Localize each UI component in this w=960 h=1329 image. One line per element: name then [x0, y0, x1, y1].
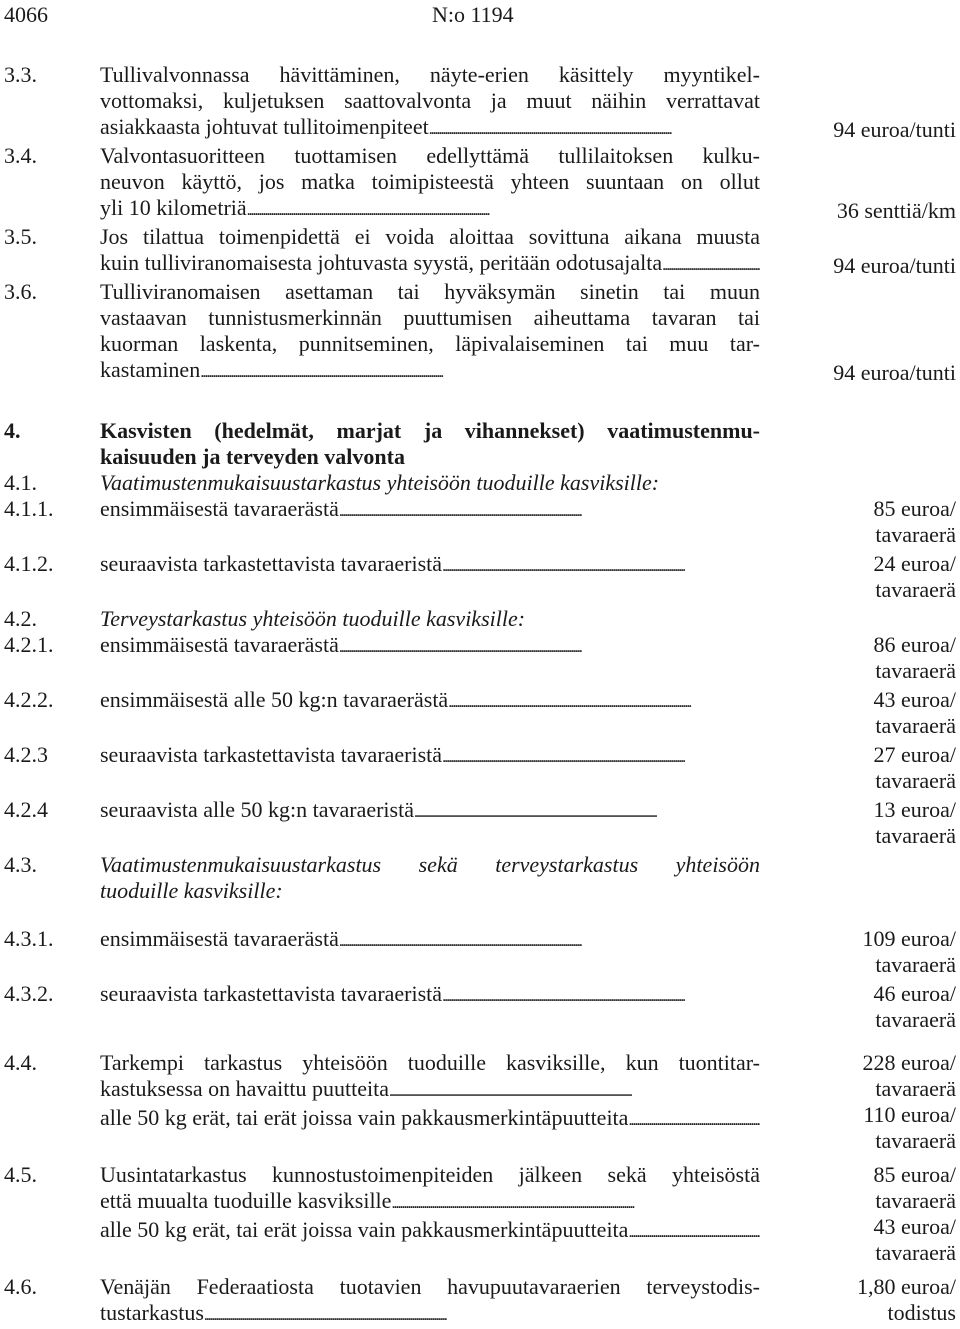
item-number: 4.6.: [4, 1274, 37, 1299]
fee-item-4-3-1: [4, 926, 956, 981]
leader-dots: [429, 114, 760, 143]
leader-dots: [414, 797, 760, 826]
item-text: asiakkaasta johtuvat tullitoimenpiteet: [100, 114, 429, 139]
item-price: 228 euroa/: [862, 1050, 956, 1075]
fee-item-3-6: [4, 279, 956, 386]
item-number: 4.1.2.: [4, 551, 54, 576]
item-number: 4.3.2.: [4, 981, 54, 1006]
document-number: N:o 1194: [432, 2, 514, 27]
item-text: ensimmäisestä tavaraerästä: [100, 496, 339, 521]
item-text: vastaavan tunnistusmerkinnän puuttumisen aiheuttama tavaran tai: [100, 305, 760, 330]
item-number: 4.2.1.: [4, 632, 54, 657]
fee-schedule: [4, 62, 956, 1329]
fee-item-4-1-2: [4, 551, 956, 606]
page-number: 4066: [4, 2, 48, 27]
item-price: 46 euroa/: [873, 981, 956, 1006]
section-number: 4.: [4, 418, 21, 443]
item-text: neuvon käyttö, jos matka toimipisteestä yhteen suuntaan on ollut: [100, 169, 760, 194]
item-number: 3.5.: [4, 224, 37, 249]
item-unit: tavaraerä: [875, 1188, 956, 1213]
item-number: 4.2.3: [4, 742, 48, 767]
leader-dots: [339, 926, 760, 955]
item-unit: tavaraerä: [875, 952, 956, 977]
leader-dots: [339, 632, 760, 661]
item-text: ensimmäisestä tavaraerästä: [100, 632, 339, 657]
item-price: 94 euroa/tunti: [833, 253, 956, 278]
item-unit: tavaraerä: [875, 577, 956, 602]
section-number: 4.2.: [4, 606, 37, 631]
section-title: Kasvisten (hedelmät, marjat ja vihannekset) vaatimustenmu-: [100, 418, 760, 443]
fee-item-4-1-1: [4, 496, 956, 551]
fee-item-4-3-2: [4, 981, 956, 1036]
item-price: 85 euroa/: [873, 1162, 956, 1187]
item-price: 24 euroa/: [873, 551, 956, 576]
item-price: 13 euroa/: [873, 797, 956, 822]
item-number: 4.3.1.: [4, 926, 54, 951]
subsection-heading-4-1: [4, 470, 956, 496]
leader-dots: [200, 357, 760, 386]
item-text: kastaminen: [100, 357, 201, 382]
item-text: että muualta tuoduille kasviksille: [100, 1188, 392, 1213]
leader-dots: [204, 1300, 760, 1329]
subsection-title: Vaatimustenmukaisuustarkastus sekä terveystarkastus yhteisöön: [100, 852, 760, 877]
fee-item-4-4: [4, 1050, 956, 1160]
item-text: yli 10 kilometriä: [100, 195, 247, 220]
item-number: 4.5.: [4, 1162, 37, 1187]
leader-dots: [448, 687, 760, 716]
subsection-title: Vaatimustenmukaisuustarkastus yhteisöön tuoduille kasviksille:: [100, 470, 660, 495]
section-heading-4: [4, 418, 956, 470]
item-text: alle 50 kg erät, tai erät joissa vain pakkausmerkintäpuutteita: [100, 1217, 629, 1242]
item-text: Tarkempi tarkastus yhteisöön tuoduille kasviksille, kun tuontitar-: [100, 1050, 760, 1075]
item-number: 4.4.: [4, 1050, 37, 1075]
item-text: seuraavista alle 50 kg:n tavaraeristä: [100, 797, 414, 822]
item-number: 3.4.: [4, 143, 37, 168]
item-text: seuraavista tarkastettavista tavaraeristä: [100, 551, 443, 576]
leader-dots: [339, 496, 760, 525]
subsection-title: Terveystarkastus yhteisöön tuoduille kasviksille:: [100, 606, 526, 631]
leader-dots: [628, 1105, 760, 1134]
item-number: 4.2.4: [4, 797, 48, 822]
item-text: vottomaksi, kuljetuksen saattovalvonta ja muut näihin verrattavat: [100, 88, 760, 113]
leader-dots: [662, 250, 760, 279]
section-title: kaisuuden ja terveyden valvonta: [100, 444, 405, 469]
item-unit: tavaraerä: [875, 713, 956, 738]
item-text: Tullivalvonnassa hävittäminen, näyte-erien käsittely myyntikel-: [100, 62, 760, 87]
item-text: kuorman laskenta, punnitseminen, läpivalaiseminen tai muu tar-: [100, 331, 760, 356]
item-number: 4.1.1.: [4, 496, 54, 521]
item-text: kuin tulliviranomaisesta johtuvasta syystä, peritään odotusajalta: [100, 250, 663, 275]
page-header: [4, 2, 954, 28]
item-text: seuraavista tarkastettavista tavaraeristä: [100, 742, 443, 767]
fee-item-4-2-4: [4, 797, 956, 852]
item-text: kastuksessa on havaittu puutteita: [100, 1076, 389, 1101]
fee-item-3-4: [4, 143, 956, 224]
fee-item-4-5: [4, 1162, 956, 1272]
fee-item-3-3: [4, 62, 956, 143]
item-number: 3.6.: [4, 279, 37, 304]
item-price: 36 senttiä/km: [836, 198, 956, 223]
fee-item-4-2-3: [4, 742, 956, 797]
item-text: Jos tilattua toimenpidettä ei voida aloittaa sovittuna aikana muusta: [100, 224, 760, 249]
item-price: 1,80 euroa/: [857, 1274, 956, 1299]
item-unit: todistus: [887, 1300, 956, 1325]
leader-dots: [628, 1217, 760, 1246]
item-price: 109 euroa/: [862, 926, 956, 951]
section-number: 4.3.: [4, 852, 37, 877]
item-text: Valvontasuoritteen tuottamisen edellyttämä tullilaitoksen kulku-: [100, 143, 760, 168]
item-unit: tavaraerä: [875, 768, 956, 793]
subsection-heading-4-2: [4, 606, 956, 632]
item-price: 86 euroa/: [873, 632, 956, 657]
item-price: 43 euroa/: [873, 687, 956, 712]
item-unit: tavaraerä: [875, 658, 956, 683]
item-text: Uusintatarkastus kunnostustoimenpiteiden jälkeen sekä yhteisöstä: [100, 1162, 760, 1187]
item-unit: tavaraerä: [875, 1240, 956, 1265]
leader-dots: [442, 742, 760, 771]
item-text: Tulliviranomaisen asettaman tai hyväksymän sinetin tai muun: [100, 279, 760, 304]
subsection-title: tuoduille kasviksille:: [100, 878, 283, 903]
leader-dots: [391, 1188, 760, 1217]
item-unit: tavaraerä: [875, 1076, 956, 1101]
item-unit: tavaraerä: [875, 1007, 956, 1032]
item-price: 94 euroa/tunti: [833, 117, 956, 142]
item-price: 27 euroa/: [873, 742, 956, 767]
fee-item-4-2-2: [4, 687, 956, 742]
item-text: alle 50 kg erät, tai erät joissa vain pakkausmerkintäpuutteita: [100, 1105, 629, 1130]
item-unit: tavaraerä: [875, 1128, 956, 1153]
item-price: 94 euroa/tunti: [833, 360, 956, 385]
item-price: 85 euroa/: [873, 496, 956, 521]
fee-item-4-6: [4, 1274, 956, 1329]
item-text: ensimmäisestä tavaraerästä: [100, 926, 339, 951]
fee-item-3-5: [4, 224, 956, 279]
fee-item-4-2-1: [4, 632, 956, 687]
item-unit: tavaraerä: [875, 522, 956, 547]
section-number: 4.1.: [4, 470, 37, 495]
leader-dots: [247, 195, 760, 224]
leader-dots: [389, 1076, 760, 1105]
leader-dots: [442, 551, 760, 580]
item-text: Venäjän Federaatiosta tuotavien havupuutavaraerien terveystodis-: [100, 1274, 760, 1299]
item-text: ensimmäisestä alle 50 kg:n tavaraerästä: [100, 687, 449, 712]
item-number: 3.3.: [4, 62, 37, 87]
subsection-heading-4-3: [4, 852, 956, 904]
item-price: 110 euroa/: [863, 1102, 956, 1127]
item-text: seuraavista tarkastettavista tavaraeristä: [100, 981, 443, 1006]
item-text: tustarkastus: [100, 1300, 204, 1325]
item-number: 4.2.2.: [4, 687, 54, 712]
item-price: 43 euroa/: [873, 1214, 956, 1239]
leader-dots: [442, 981, 760, 1010]
item-unit: tavaraerä: [875, 823, 956, 848]
